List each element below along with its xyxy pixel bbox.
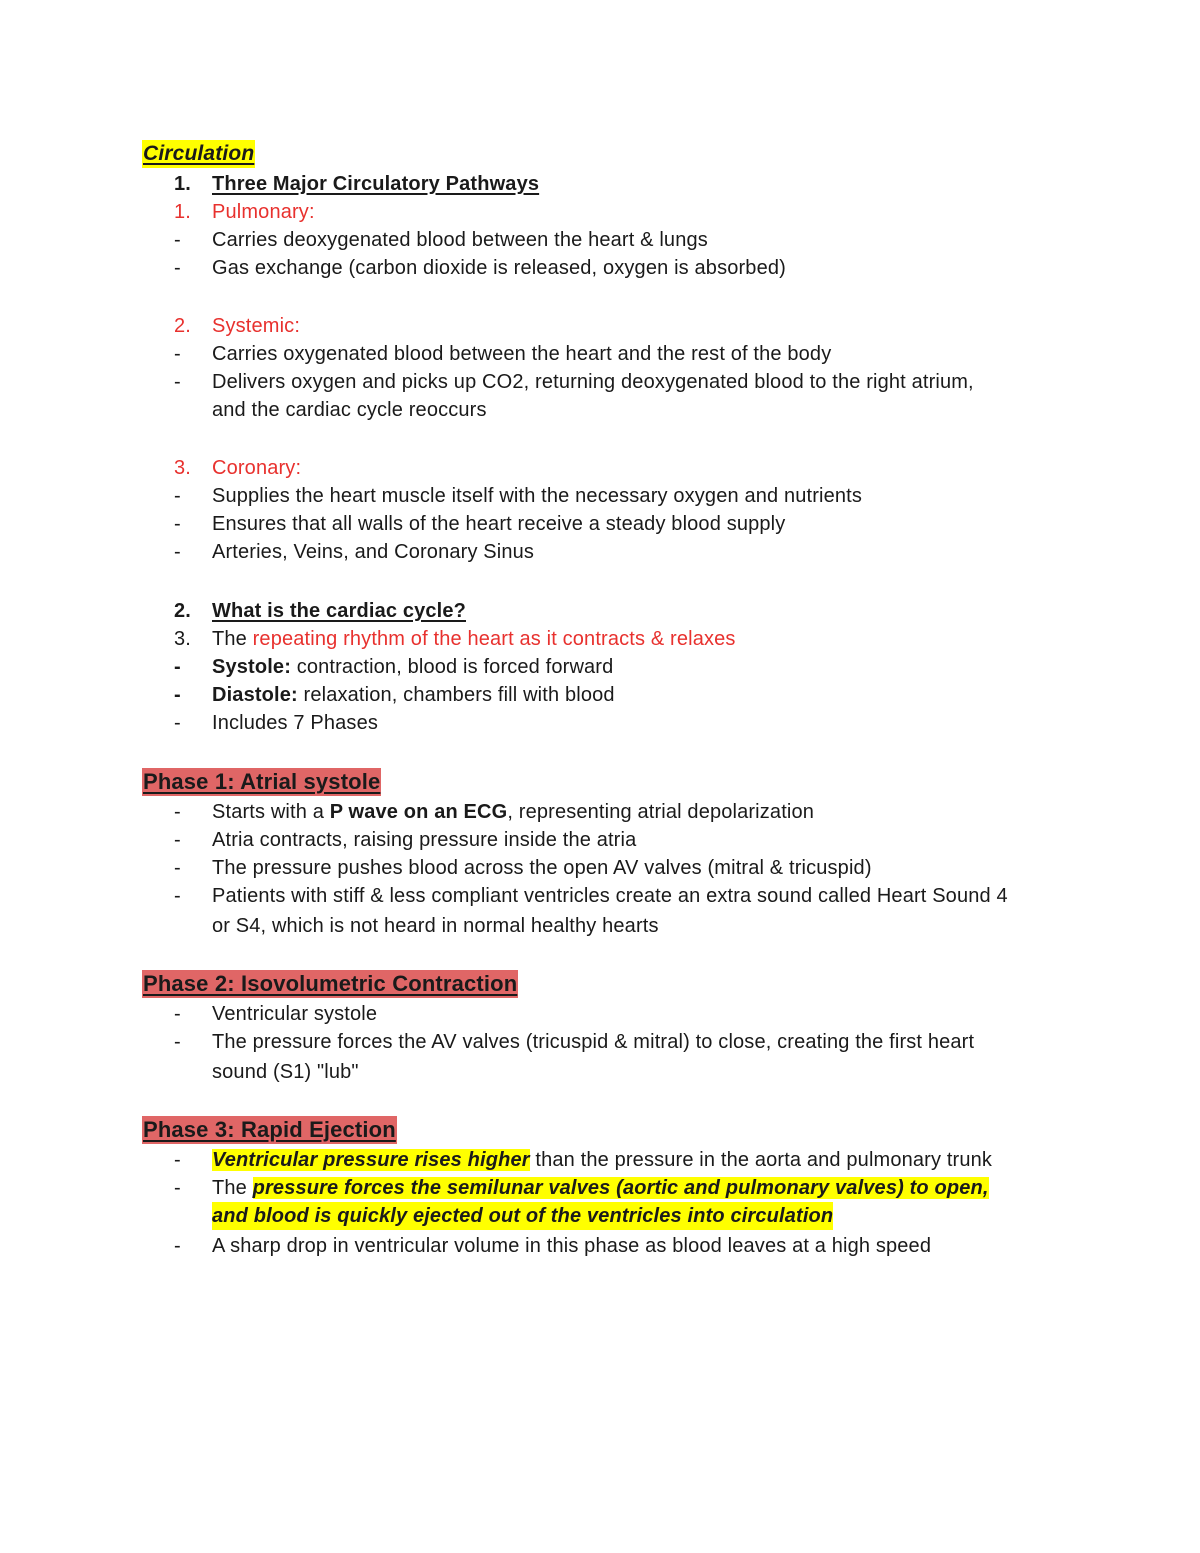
- bullet-marker: -: [174, 656, 181, 678]
- bullet-text: sound (S1) "lub": [212, 1061, 359, 1083]
- bullet-prefix: The: [212, 1177, 253, 1199]
- bullet-marker: -: [174, 485, 181, 507]
- definition-highlight: repeating rhythm of the heart as it contracts & relaxes: [252, 628, 736, 650]
- bullet-marker: -: [174, 513, 181, 535]
- pathway-name: Systemic:: [212, 315, 301, 337]
- section1-number: 1.: [174, 173, 191, 195]
- bullet-suffix: , representing atrial depolarization: [507, 801, 815, 823]
- bullet-text: and the cardiac cycle reoccurs: [212, 399, 487, 421]
- bullet-text: The pressure pushes blood across the open AV valves (mitral & tricuspid): [212, 857, 872, 879]
- bullet-marker: -: [174, 712, 181, 734]
- pathway-name: Coronary:: [212, 457, 302, 479]
- bullet-text: Includes 7 Phases: [212, 712, 378, 734]
- bullet-marker: -: [174, 541, 181, 563]
- bullet-text: Carries oxygenated blood between the heart and the rest of the body: [212, 343, 832, 365]
- section2-heading: What is the cardiac cycle?: [212, 600, 466, 622]
- bullet-marker: -: [174, 1149, 181, 1171]
- pathway-number: 1.: [174, 201, 191, 223]
- bullet-marker: -: [174, 885, 181, 907]
- systole-text: contraction, blood is forced forward: [291, 656, 614, 678]
- bullet-text: Ensures that all walls of the heart receive a steady blood supply: [212, 513, 786, 535]
- bullet-text: Atria contracts, raising pressure inside the atria: [212, 829, 637, 851]
- bullet-prefix: Starts with a: [212, 801, 330, 823]
- bullet-text: [212, 681, 615, 709]
- bullet-marker: -: [174, 829, 181, 851]
- bullet-marker: -: [174, 1177, 181, 1199]
- bullet-text: The pressure forces the AV valves (tricuspid & mitral) to close, creating the first heart: [212, 1031, 975, 1053]
- bullet-text: [212, 798, 814, 826]
- section1-heading: Three Major Circulatory Pathways: [212, 173, 540, 195]
- diastole-text: relaxation, chambers fill with blood: [297, 684, 615, 706]
- pathway-number: 3.: [174, 457, 191, 479]
- phase1-heading: Phase 1: Atrial systole: [143, 769, 381, 794]
- bullet-text: or S4, which is not heard in normal healthy hearts: [212, 915, 659, 937]
- bullet-text: [212, 1146, 992, 1174]
- phase2-heading: Phase 2: Isovolumetric Contraction: [143, 971, 518, 996]
- bullet-text: Patients with stiff & less compliant ventricles create an extra sound called Heart Sound 4: [212, 885, 1008, 907]
- bullet-marker: -: [174, 1235, 181, 1257]
- bullet-rest: than the pressure in the aorta and pulmonary trunk: [529, 1149, 993, 1171]
- section2-number: 2.: [174, 600, 191, 622]
- pathway-name: Pulmonary:: [212, 201, 315, 223]
- definition-prefix: The: [212, 628, 253, 650]
- pathway-number: 2.: [174, 315, 191, 337]
- bullet-marker: -: [174, 1003, 181, 1025]
- ejection-highlight: and blood is quickly ejected out of the ventricles into circulation: [212, 1202, 833, 1230]
- bullet-text: Gas exchange (carbon dioxide is released, oxygen is absorbed): [212, 257, 786, 279]
- bullet-text: Arteries, Veins, and Coronary Sinus: [212, 541, 535, 563]
- bullet-text: [212, 1174, 989, 1202]
- definition-text: [212, 625, 736, 653]
- systole-label: Systole:: [212, 656, 292, 678]
- bullet-marker: -: [174, 257, 181, 279]
- bullet-marker: -: [174, 857, 181, 879]
- bullet-text: A sharp drop in ventricular volume in this phase as blood leaves at a high speed: [212, 1235, 932, 1257]
- document-title: Circulation: [142, 140, 255, 168]
- bullet-text: Supplies the heart muscle itself with the necessary oxygen and nutrients: [212, 485, 863, 507]
- bullet-text: Delivers oxygen and picks up CO2, returning deoxygenated blood to the right atrium,: [212, 371, 974, 393]
- bullet-marker: -: [174, 801, 181, 823]
- bullet-text: Carries deoxygenated blood between the heart & lungs: [212, 229, 708, 251]
- bullet-marker: -: [174, 343, 181, 365]
- phase3-heading: Phase 3: Rapid Ejection: [143, 1117, 396, 1142]
- p-wave-bold: P wave on an ECG: [329, 801, 508, 823]
- bullet-text: Ventricular systole: [212, 1003, 378, 1025]
- bullet-marker: -: [174, 229, 181, 251]
- bullet-marker: -: [174, 1031, 181, 1053]
- ventricular-pressure-highlight: Ventricular pressure rises higher: [212, 1149, 530, 1171]
- diastole-label: Diastole:: [212, 684, 298, 706]
- semilunar-valves-highlight: pressure forces the semilunar valves (aortic and pulmonary valves) to open,: [252, 1177, 989, 1199]
- definition-number: 3.: [174, 628, 191, 650]
- bullet-marker: -: [174, 371, 181, 393]
- bullet-marker: -: [174, 684, 181, 706]
- bullet-text: [212, 653, 613, 681]
